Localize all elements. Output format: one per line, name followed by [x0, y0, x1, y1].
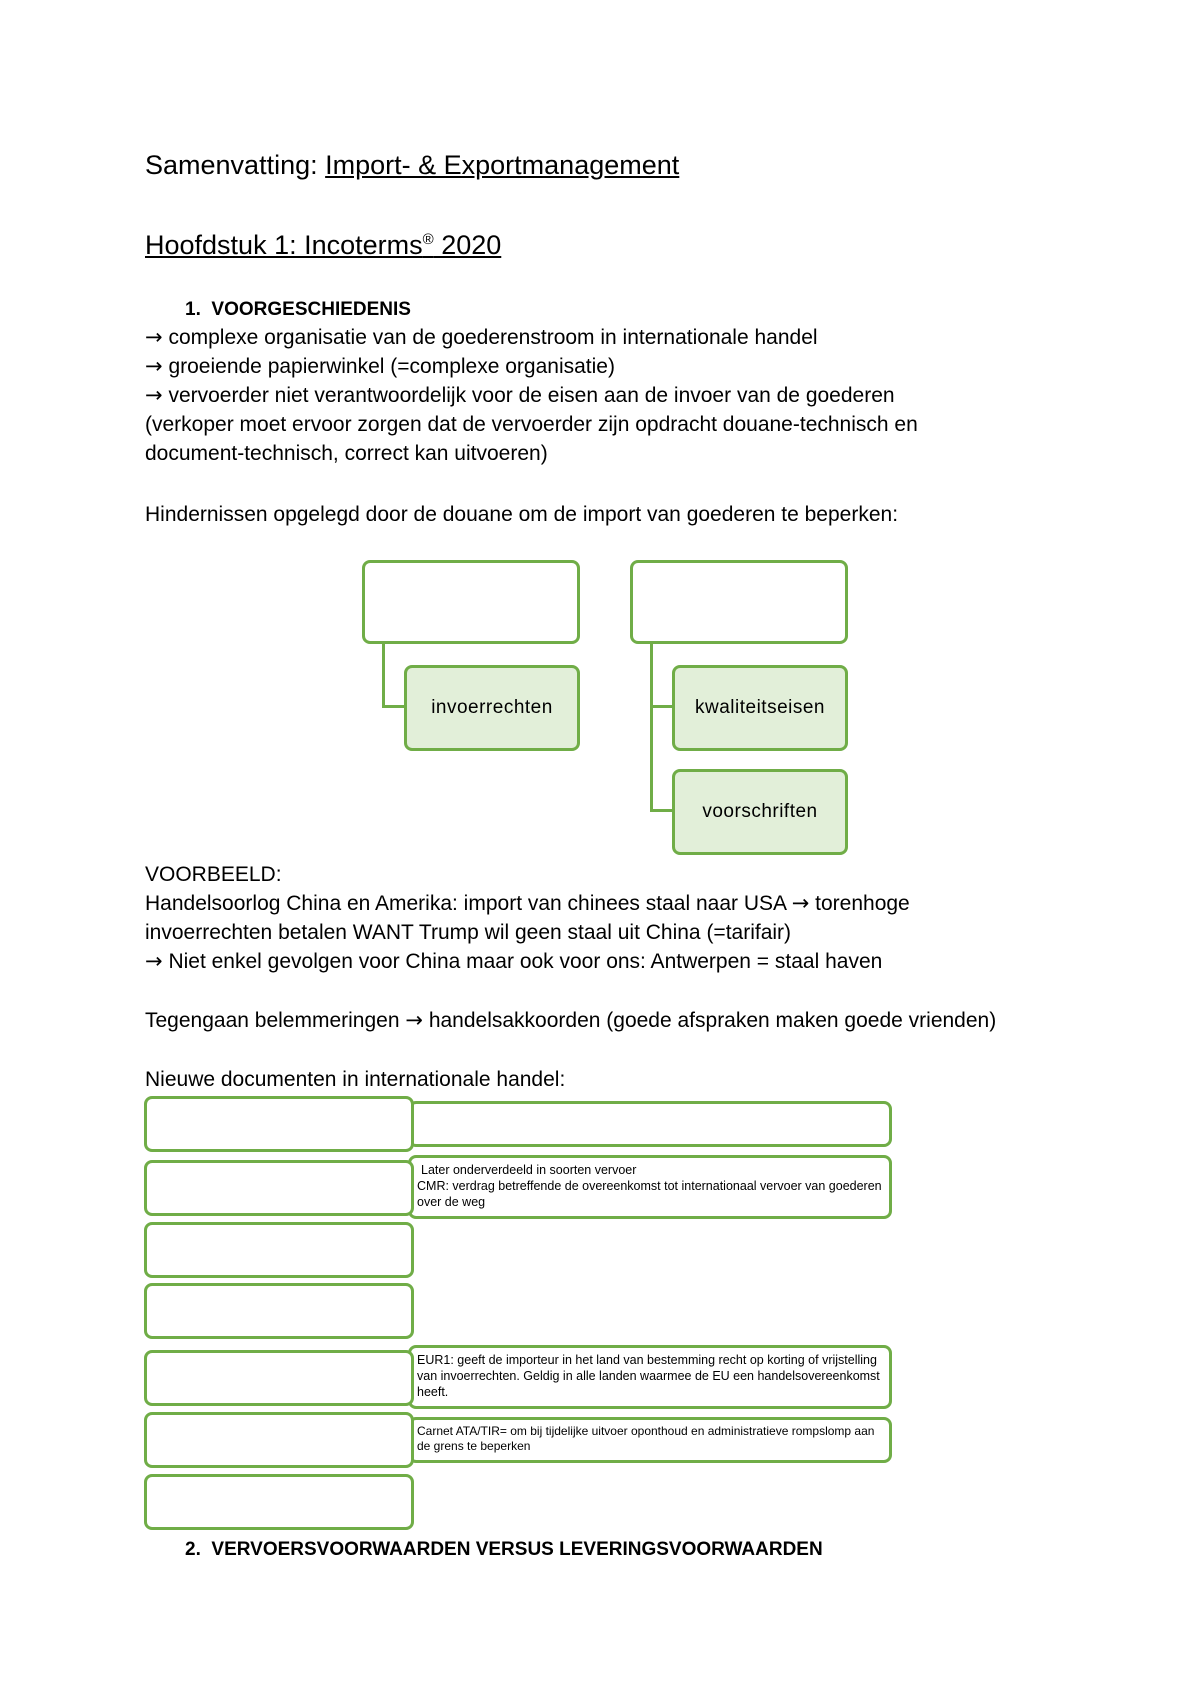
paren-line-1: (verkoper moet ervoor zorgen dat de vervoerder zijn opdracht douane-technisch en: [145, 413, 918, 436]
doc-box-6: [144, 1412, 414, 1468]
doc-note-6: Carnet ATA/TIR= om bij tijdelijke uitvoer oponthoud en administratieve rompslomp aan de grens te beperken: [408, 1417, 892, 1463]
doc-note-1: [408, 1101, 892, 1147]
voorbeeld-line-1b: torenhoge: [815, 892, 910, 915]
section-1-number: 1.: [185, 299, 201, 320]
diagram-voorschriften: voorschriften: [672, 769, 848, 855]
doc-box-1: [144, 1096, 414, 1152]
doc-box-2: [144, 1160, 414, 1216]
voorbeeld-label: VOORBEELD:: [145, 863, 282, 886]
tegengaan-b: handelsakkoorden (goede afspraken maken goede vrienden): [428, 1009, 997, 1032]
doc-note-2: [408, 1155, 892, 1219]
section-1-heading: [185, 295, 411, 324]
nieuwe-documenten-text: Nieuwe documenten in internationale handel:: [145, 1068, 566, 1091]
voorbeeld-line-3-text: Niet enkel gevolgen voor China maar ook voor ons: Antwerpen = staal haven: [168, 950, 883, 973]
bullet-2-text: groeiende papierwinkel (=complexe organisatie): [168, 355, 615, 378]
paren-line-2: document-technisch, correct kan uitvoeren): [145, 442, 548, 465]
page-title: [145, 150, 679, 181]
section-2-heading: [185, 1535, 823, 1564]
diagram-connector: [382, 644, 385, 708]
arrow-icon: →: [145, 325, 163, 349]
diagram-kwaliteitseisen: kwaliteitseisen: [672, 665, 848, 751]
section-2-number: 2.: [185, 1539, 201, 1560]
voorbeeld-line-2: invoerrechten betalen WANT Trump wil geen staal uit China (=tarifair): [145, 921, 792, 944]
arrow-icon: →: [791, 891, 810, 915]
chapter-year: 2020: [433, 230, 502, 260]
doc-box-3: [144, 1222, 414, 1278]
registered-mark: ®: [422, 231, 434, 248]
bullet-1-text: complexe organisatie van de goederenstroom in internationale handel: [168, 326, 818, 349]
doc-note-5: EUR1: geeft de importeur in het land van bestemming recht op korting of vrijstelling van invoerrechten. Geldig in alle landen waarmee de EU een handelsovereenkomst heeft.: [408, 1345, 892, 1409]
chapter-label: Hoofdstuk 1: Incoterms: [145, 230, 423, 260]
bullet-3-text: vervoerder niet verantwoordelijk voor de eisen aan de invoer van de goederen: [168, 384, 895, 407]
diagram-right-parent: [630, 560, 848, 644]
chapter-heading: [145, 230, 501, 261]
section-2-title: VERVOERSVOORWAARDEN VERSUS LEVERINGSVOORWAARDEN: [211, 1539, 823, 1560]
arrow-icon: →: [145, 949, 163, 973]
diagram-connector: [650, 809, 674, 812]
diagram-connector: [650, 644, 653, 812]
diagram-left-parent: [362, 560, 580, 644]
title-prefix: Samenvatting:: [145, 150, 318, 180]
voorbeeld-line-1: [145, 889, 910, 918]
doc-box-4: [144, 1283, 414, 1339]
diagram-connector: [382, 705, 406, 708]
diagram-connector: [650, 705, 674, 708]
arrow-icon: →: [405, 1008, 423, 1032]
diagram-invoerrechten: invoerrechten: [404, 665, 580, 751]
bullet-2: [145, 352, 615, 381]
arrow-icon: →: [145, 354, 163, 378]
bullet-1: [145, 323, 818, 352]
doc-note-2-line-2: CMR: verdrag betreffende de overeenkomst tot internationaal vervoer van goederen over de weg: [417, 1179, 882, 1209]
arrow-icon: →: [145, 383, 163, 407]
tegengaan-a: Tegengaan belemmeringen: [145, 1009, 400, 1032]
doc-box-7: [144, 1474, 414, 1530]
voorbeeld-line-1a: Handelsoorlog China en Amerika: import van chinees staal naar USA: [145, 892, 786, 915]
bullet-3: [145, 381, 895, 410]
voorbeeld-line-3: [145, 947, 882, 976]
hindernissen-text: Hindernissen opgelegd door de douane om de import van goederen te beperken:: [145, 503, 899, 526]
doc-box-5: [144, 1350, 414, 1406]
section-1-title: VOORGESCHIEDENIS: [211, 299, 411, 320]
tegengaan-line: [145, 1006, 996, 1035]
doc-note-2-line-1: Later onderverdeeld in soorten vervoer: [421, 1163, 637, 1177]
title-subject: Import- & Exportmanagement: [325, 150, 680, 180]
